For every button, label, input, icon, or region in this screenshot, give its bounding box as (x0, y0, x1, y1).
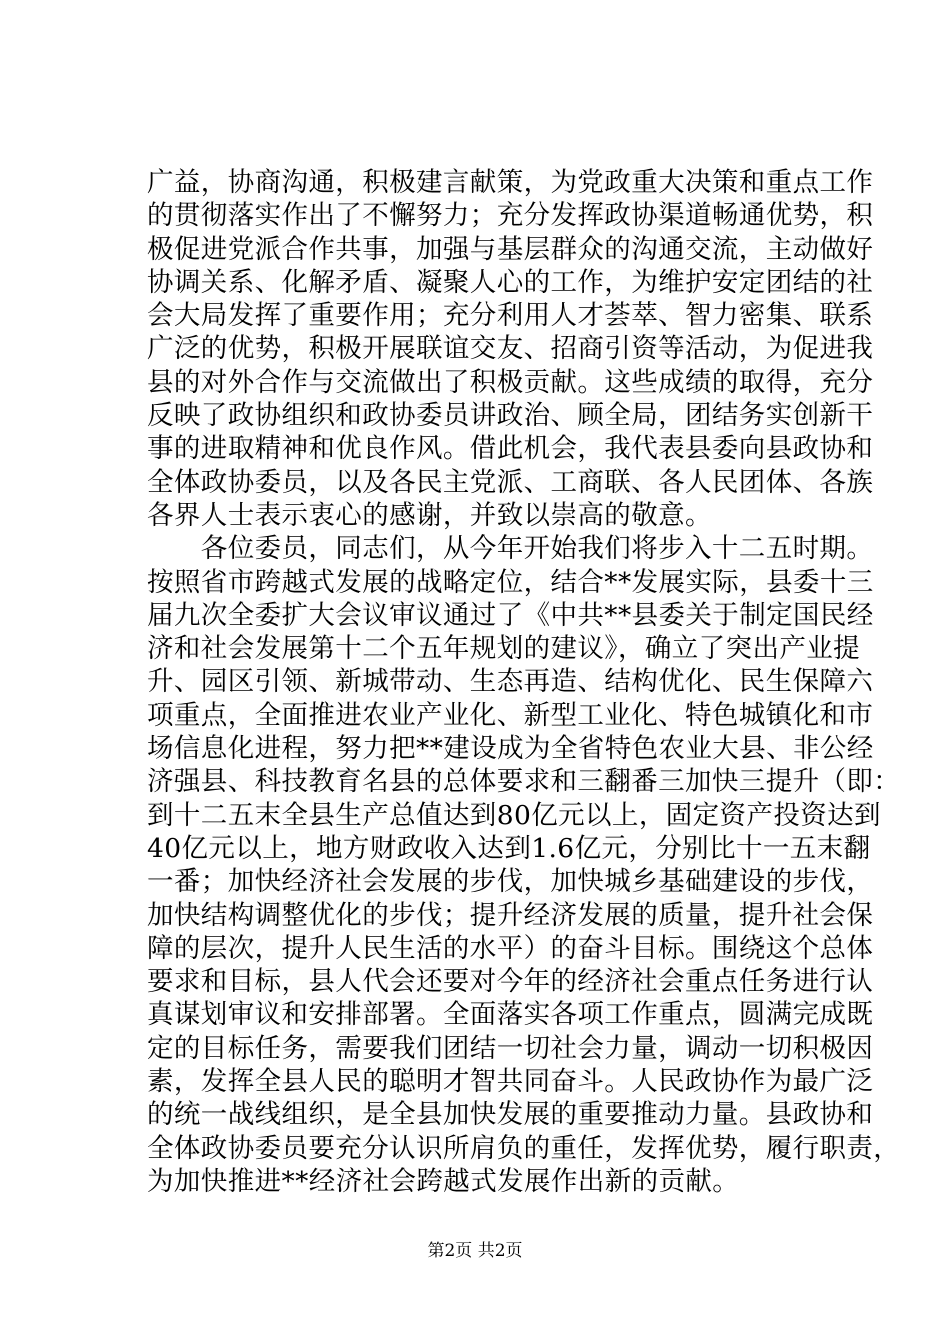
page-footer: 第2页 共2页 (427, 1241, 523, 1261)
text-line: 按照省市跨越式发展的战略定位，结合**发展实际，县委十三 (147, 566, 874, 598)
text-line: 场信息化进程，努力把**建设成为全省特色农业大县、非公经 (147, 733, 874, 765)
text-line: 全体政协委员，以及各民主党派、工商联、各人民团体、各族 (147, 466, 874, 498)
text-line: 各界人士表示衷心的感谢，并致以崇高的敬意。 (147, 499, 712, 531)
text-line: 县的对外合作与交流做出了积极贡献。这些成绩的取得，充分 (147, 366, 874, 398)
text-line: 要求和目标，县人代会还要对今年的经济社会重点任务进行认 (147, 966, 874, 998)
text-line: 协调关系、化解矛盾、凝聚人心的工作，为维护安定团结的社 (147, 266, 874, 298)
body-text (147, 166, 901, 1198)
text-line: 40亿元以上，地方财政收入达到1.6亿元，分别比十一五末翻 (147, 832, 871, 864)
text-line: 极促进党派合作共事，加强与基层群众的沟通交流，主动做好 (147, 233, 874, 265)
text-line: 各位委员，同志们，从今年开始我们将步入十二五时期。 (147, 533, 874, 565)
text-line: 会大局发挥了重要作用；充分利用人才荟萃、智力密集、联系 (147, 300, 874, 332)
text-line: 障的层次，提升人民生活的水平）的奋斗目标。围绕这个总体 (147, 932, 874, 964)
text-line: 的贯彻落实作出了不懈努力；充分发挥政协渠道畅通优势，积 (147, 200, 874, 232)
text-line: 素，发挥全县人民的聪明才智共同奋斗。人民政协作为最广泛 (147, 1066, 874, 1098)
text-line: 济和社会发展第十二个五年规划的建议》，确立了突出产业提 (147, 633, 861, 665)
text-line: 反映了政协组织和政协委员讲政治、顾全局，团结务实创新干 (147, 400, 874, 432)
text-line: 项重点，全面推进农业产业化、新型工业化、特色城镇化和市 (147, 699, 874, 731)
text-line: 广益，协商沟通，积极建言献策，为党政重大决策和重点工作 (147, 167, 874, 198)
text-line: 全体政协委员要充分认识所肩负的重任，发挥优势，履行职责， (147, 1132, 901, 1164)
text-line: 届九次全委扩大会议审议通过了《中共**县委关于制定国民经 (147, 599, 874, 631)
text-line: 济强县、科技教育名县的总体要求和三翻番三加快三提升（即： (147, 766, 901, 798)
text-line: 广泛的优势，积极开展联谊交友、招商引资等活动，为促进我 (147, 333, 874, 365)
text-line: 到十二五末全县生产总值达到80亿元以上，固定资产投资达到 (147, 799, 881, 831)
text-line: 加快结构调整优化的步伐；提升经济发展的质量，提升社会保 (147, 899, 874, 931)
text-line: 真谋划审议和安排部署。全面落实各项工作重点，圆满完成既 (147, 999, 874, 1031)
text-line: 一番；加快经济社会发展的步伐，加快城乡基础建设的步伐， (147, 866, 874, 898)
text-line: 升、园区引领、新城带动、生态再造、结构优化、民生保障六 (147, 666, 874, 698)
text-line: 为加快推进**经济社会跨越式发展作出新的贡献。 (147, 1165, 740, 1197)
text-line: 的统一战线组织，是全县加快发展的重要推动力量。县政协和 (147, 1099, 874, 1131)
text-line: 定的目标任务，需要我们团结一切社会力量，调动一切积极因 (147, 1032, 874, 1064)
text-line: 事的进取精神和优良作风。借此机会，我代表县委向县政协和 (147, 433, 874, 465)
